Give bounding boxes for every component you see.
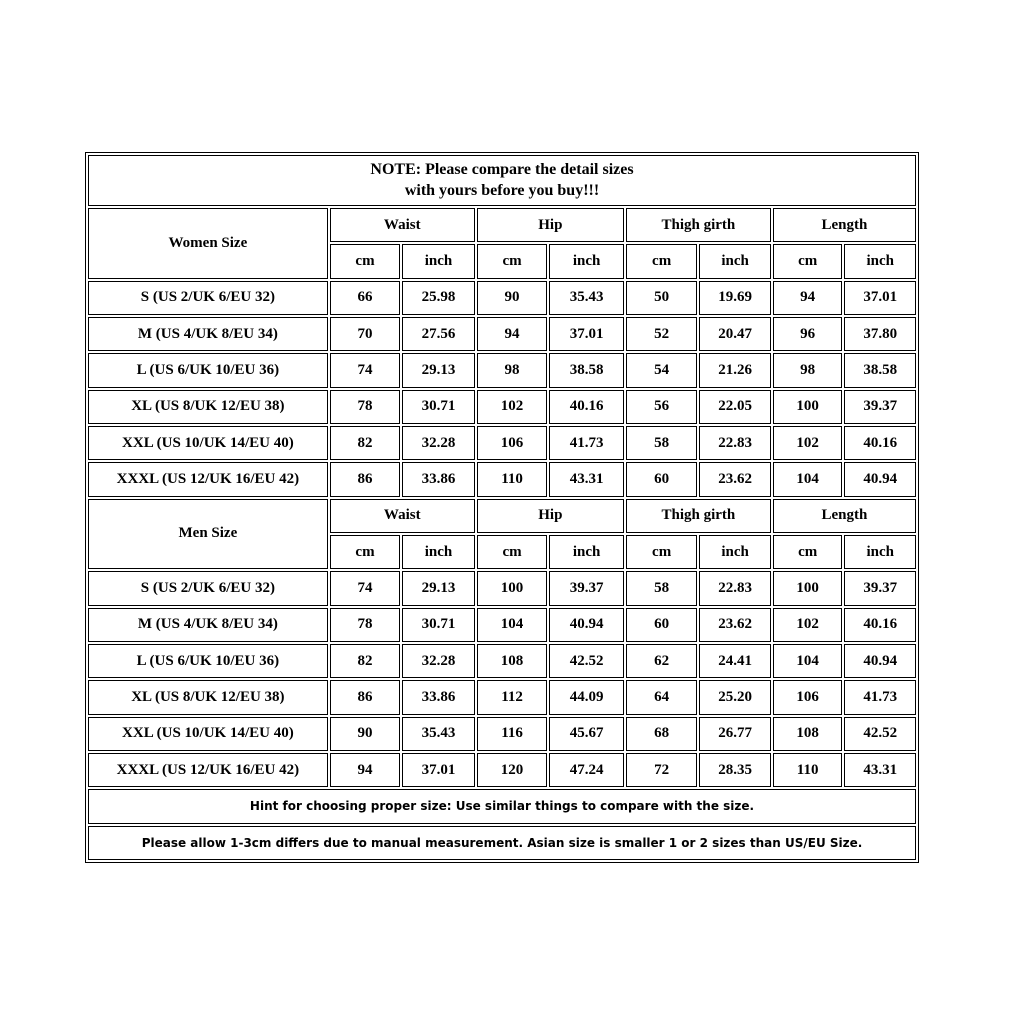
- table-row: [88, 281, 916, 315]
- unit-header: inch: [699, 535, 771, 569]
- women-size-title: Women Size: [88, 208, 328, 279]
- value-cell: 68: [626, 717, 698, 751]
- value-cell: 43.31: [844, 753, 916, 787]
- value-cell: 52: [626, 317, 698, 351]
- size-label-cell: XXL (US 10/UK 14/EU 40): [88, 426, 328, 460]
- value-cell: 33.86: [402, 462, 475, 496]
- value-cell: 32.28: [402, 644, 475, 678]
- unit-header: cm: [330, 535, 401, 569]
- table-row: [88, 680, 916, 714]
- value-cell: 98: [773, 353, 843, 387]
- allow-text: Please allow 1-3cm differs due to manual measurement. Asian size is smaller 1 or 2 sizes than US/EU Size.: [88, 826, 916, 860]
- value-cell: 23.62: [699, 608, 771, 642]
- value-cell: 78: [330, 390, 401, 424]
- size-label-cell: L (US 6/UK 10/EU 36): [88, 644, 328, 678]
- value-cell: 106: [773, 680, 843, 714]
- value-cell: 58: [626, 571, 698, 605]
- value-cell: 47.24: [549, 753, 624, 787]
- value-cell: 37.01: [549, 317, 624, 351]
- table-row: [88, 717, 916, 751]
- size-label-cell: S (US 2/UK 6/EU 32): [88, 281, 328, 315]
- value-cell: 30.71: [402, 608, 475, 642]
- value-cell: 58: [626, 426, 698, 460]
- value-cell: 102: [773, 426, 843, 460]
- unit-header: cm: [773, 535, 843, 569]
- value-cell: 39.37: [844, 571, 916, 605]
- value-cell: 74: [330, 353, 401, 387]
- value-cell: 40.94: [549, 608, 624, 642]
- value-cell: 39.37: [844, 390, 916, 424]
- value-cell: 54: [626, 353, 698, 387]
- unit-header: cm: [773, 244, 843, 278]
- table-row: [88, 462, 916, 496]
- men-size-title: Men Size: [88, 499, 328, 570]
- value-cell: 96: [773, 317, 843, 351]
- men-header-row: [88, 499, 916, 533]
- table-row: [88, 571, 916, 605]
- value-cell: 94: [773, 281, 843, 315]
- unit-header: inch: [549, 244, 624, 278]
- value-cell: 20.47: [699, 317, 771, 351]
- unit-header: inch: [844, 535, 916, 569]
- value-cell: 100: [477, 571, 548, 605]
- value-cell: 74: [330, 571, 401, 605]
- unit-header: inch: [699, 244, 771, 278]
- value-cell: 108: [773, 717, 843, 751]
- value-cell: 94: [477, 317, 548, 351]
- value-cell: 28.35: [699, 753, 771, 787]
- value-cell: 100: [773, 390, 843, 424]
- note-line-1: NOTE: Please compare the detail sizes: [370, 161, 634, 179]
- value-cell: 43.31: [549, 462, 624, 496]
- size-table: [86, 153, 918, 862]
- table-row: [88, 353, 916, 387]
- value-cell: 40.94: [844, 462, 916, 496]
- value-cell: 35.43: [549, 281, 624, 315]
- value-cell: 37.01: [844, 281, 916, 315]
- value-cell: 82: [330, 426, 401, 460]
- value-cell: 106: [477, 426, 548, 460]
- table-row: [88, 608, 916, 642]
- value-cell: 110: [477, 462, 548, 496]
- group-header: Waist: [330, 499, 475, 533]
- note-line-2: with yours before you buy!!!: [404, 182, 600, 200]
- size-label-cell: XXL (US 10/UK 14/EU 40): [88, 717, 328, 751]
- value-cell: 86: [330, 462, 401, 496]
- value-cell: 62: [626, 644, 698, 678]
- group-header: Length: [773, 499, 916, 533]
- value-cell: 38.58: [549, 353, 624, 387]
- note-cell: [88, 155, 916, 206]
- table-row: [88, 426, 916, 460]
- size-chart: [85, 152, 919, 863]
- value-cell: 22.83: [699, 426, 771, 460]
- value-cell: 56: [626, 390, 698, 424]
- note-row: [88, 155, 916, 206]
- value-cell: 110: [773, 753, 843, 787]
- women-header-row: [88, 208, 916, 242]
- value-cell: 33.86: [402, 680, 475, 714]
- value-cell: 116: [477, 717, 548, 751]
- unit-header: inch: [402, 535, 475, 569]
- value-cell: 102: [773, 608, 843, 642]
- group-header: Thigh girth: [626, 208, 771, 242]
- value-cell: 21.26: [699, 353, 771, 387]
- size-label-cell: L (US 6/UK 10/EU 36): [88, 353, 328, 387]
- size-label-cell: XL (US 8/UK 12/EU 38): [88, 680, 328, 714]
- value-cell: 108: [477, 644, 548, 678]
- value-cell: 19.69: [699, 281, 771, 315]
- value-cell: 22.05: [699, 390, 771, 424]
- value-cell: 24.41: [699, 644, 771, 678]
- value-cell: 37.01: [402, 753, 475, 787]
- value-cell: 40.16: [844, 608, 916, 642]
- size-label-cell: XL (US 8/UK 12/EU 38): [88, 390, 328, 424]
- allow-row: [88, 826, 916, 860]
- table-row: [88, 753, 916, 787]
- value-cell: 35.43: [402, 717, 475, 751]
- value-cell: 29.13: [402, 571, 475, 605]
- table-row: [88, 317, 916, 351]
- value-cell: 60: [626, 608, 698, 642]
- unit-header: cm: [626, 244, 698, 278]
- value-cell: 41.73: [844, 680, 916, 714]
- value-cell: 50: [626, 281, 698, 315]
- table-row: [88, 644, 916, 678]
- value-cell: 78: [330, 608, 401, 642]
- value-cell: 94: [330, 753, 401, 787]
- value-cell: 42.52: [844, 717, 916, 751]
- value-cell: 70: [330, 317, 401, 351]
- size-label-cell: M (US 4/UK 8/EU 34): [88, 317, 328, 351]
- size-label-cell: M (US 4/UK 8/EU 34): [88, 608, 328, 642]
- value-cell: 37.80: [844, 317, 916, 351]
- group-header: Thigh girth: [626, 499, 771, 533]
- value-cell: 26.77: [699, 717, 771, 751]
- value-cell: 45.67: [549, 717, 624, 751]
- value-cell: 30.71: [402, 390, 475, 424]
- unit-header: cm: [626, 535, 698, 569]
- value-cell: 82: [330, 644, 401, 678]
- value-cell: 60: [626, 462, 698, 496]
- size-label-cell: XXXL (US 12/UK 16/EU 42): [88, 753, 328, 787]
- value-cell: 104: [773, 644, 843, 678]
- value-cell: 27.56: [402, 317, 475, 351]
- unit-header: cm: [477, 244, 548, 278]
- group-header: Length: [773, 208, 916, 242]
- size-label-cell: S (US 2/UK 6/EU 32): [88, 571, 328, 605]
- value-cell: 100: [773, 571, 843, 605]
- value-cell: 32.28: [402, 426, 475, 460]
- group-header: Waist: [330, 208, 475, 242]
- value-cell: 25.20: [699, 680, 771, 714]
- value-cell: 104: [477, 608, 548, 642]
- value-cell: 25.98: [402, 281, 475, 315]
- value-cell: 90: [477, 281, 548, 315]
- group-header: Hip: [477, 208, 624, 242]
- unit-header: cm: [477, 535, 548, 569]
- hint-row: [88, 789, 916, 823]
- value-cell: 39.37: [549, 571, 624, 605]
- value-cell: 44.09: [549, 680, 624, 714]
- value-cell: 64: [626, 680, 698, 714]
- value-cell: 86: [330, 680, 401, 714]
- value-cell: 40.16: [844, 426, 916, 460]
- value-cell: 23.62: [699, 462, 771, 496]
- value-cell: 120: [477, 753, 548, 787]
- group-header: Hip: [477, 499, 624, 533]
- hint-text: Hint for choosing proper size: Use similar things to compare with the size.: [88, 789, 916, 823]
- value-cell: 38.58: [844, 353, 916, 387]
- value-cell: 112: [477, 680, 548, 714]
- unit-header: inch: [402, 244, 475, 278]
- unit-header: inch: [844, 244, 916, 278]
- value-cell: 42.52: [549, 644, 624, 678]
- value-cell: 29.13: [402, 353, 475, 387]
- value-cell: 98: [477, 353, 548, 387]
- value-cell: 41.73: [549, 426, 624, 460]
- unit-header: cm: [330, 244, 401, 278]
- value-cell: 66: [330, 281, 401, 315]
- value-cell: 40.16: [549, 390, 624, 424]
- value-cell: 72: [626, 753, 698, 787]
- value-cell: 90: [330, 717, 401, 751]
- value-cell: 40.94: [844, 644, 916, 678]
- table-row: [88, 390, 916, 424]
- value-cell: 104: [773, 462, 843, 496]
- value-cell: 22.83: [699, 571, 771, 605]
- unit-header: inch: [549, 535, 624, 569]
- value-cell: 102: [477, 390, 548, 424]
- size-label-cell: XXXL (US 12/UK 16/EU 42): [88, 462, 328, 496]
